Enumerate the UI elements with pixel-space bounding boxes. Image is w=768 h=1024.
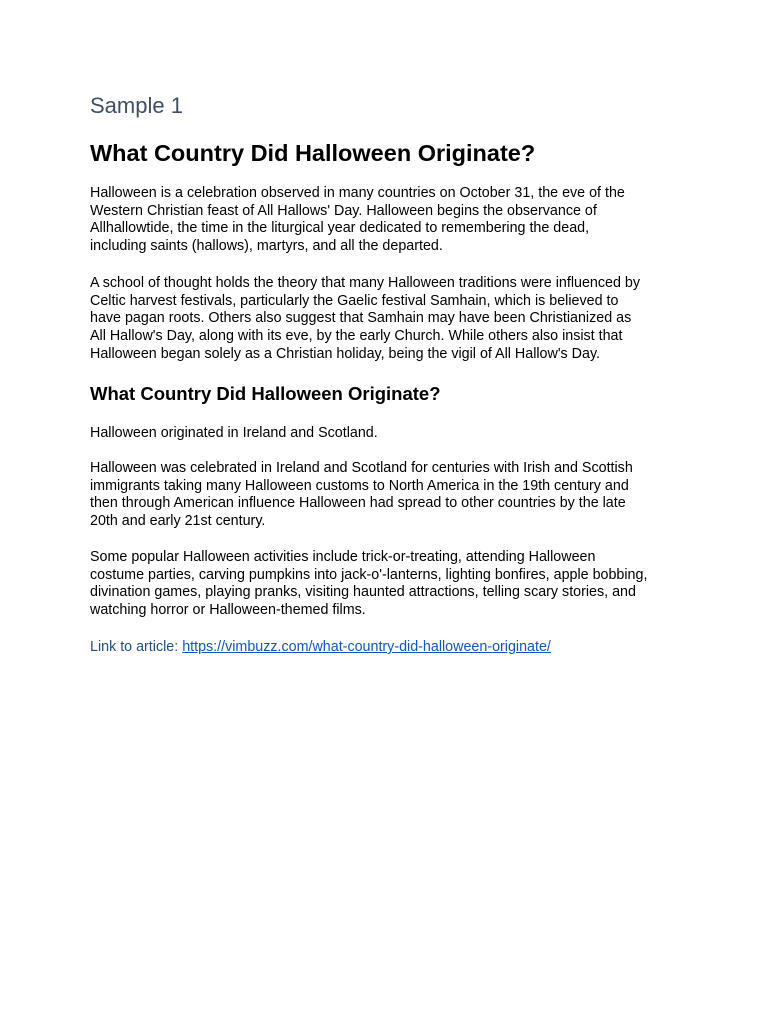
paragraph-line: 20th and early 21st century. <box>90 513 266 530</box>
subtitle: Sample 1 <box>90 93 183 118</box>
paragraph-line: Celtic harvest festivals, particularly the Gaelic festival Samhain, which is believed to <box>90 292 619 309</box>
paragraph-3 <box>90 425 690 443</box>
paragraph-line: All Hallow's Day, along with its eve, by the early Church. While others also insist that <box>90 328 623 345</box>
paragraph-line: including saints (hallows), martyrs, and all the departed. <box>90 238 443 255</box>
paragraph-1 <box>90 185 690 256</box>
paragraph-line: Halloween was celebrated in Ireland and Scotland for centuries with Irish and Scottish <box>90 460 633 476</box>
paragraph-line: Allhallowtide, the time in the liturgical year dedicated to remembering the dead, <box>90 220 590 237</box>
paragraph-line: Some popular Halloween activities include trick-or-treating, attending Halloween <box>90 549 596 565</box>
article-link[interactable]: https://vimbuzz.com/what-country-did-halloween-originate/ <box>182 639 551 655</box>
article-link-paragraph <box>90 639 690 657</box>
paragraph-line: have pagan roots. Others also suggest that Samhain may have been Christianized as <box>90 310 632 327</box>
page-title: What Country Did Halloween Originate? <box>90 140 536 166</box>
paragraph-5 <box>90 549 690 620</box>
paragraph-line: immigrants taking many Halloween customs to North America in the 19th century and <box>90 477 629 494</box>
paragraph-line: watching horror or Halloween-themed films. <box>90 602 366 619</box>
paragraph-4 <box>90 460 690 531</box>
link-label: Link to article: <box>90 639 183 655</box>
paragraph-line: Halloween began solely as a Christian holiday, being the vigil of All Hallow's Day. <box>90 345 601 362</box>
paragraph-line: divination games, playing pranks, visiting haunted attractions, telling scary stories, and <box>90 584 636 601</box>
paragraph-line: A school of thought holds the theory that many Halloween traditions were influenced by <box>90 275 640 291</box>
section-heading: What Country Did Halloween Originate? <box>90 383 441 404</box>
paragraph-line: Halloween is a celebration observed in many countries on October 31, the eve of the <box>90 185 625 201</box>
paragraph-line: Western Christian feast of All Hallows' Day. Halloween begins the observance of <box>90 202 597 219</box>
paragraph-line: Halloween originated in Ireland and Scotland. <box>90 425 378 441</box>
paragraph-2 <box>90 275 690 364</box>
paragraph-line: then through American influence Halloween had spread to other countries by the late <box>90 495 626 512</box>
paragraph-line: costume parties, carving pumpkins into jack-o'-lanterns, lighting bonfires, apple bobbing, <box>90 566 648 583</box>
